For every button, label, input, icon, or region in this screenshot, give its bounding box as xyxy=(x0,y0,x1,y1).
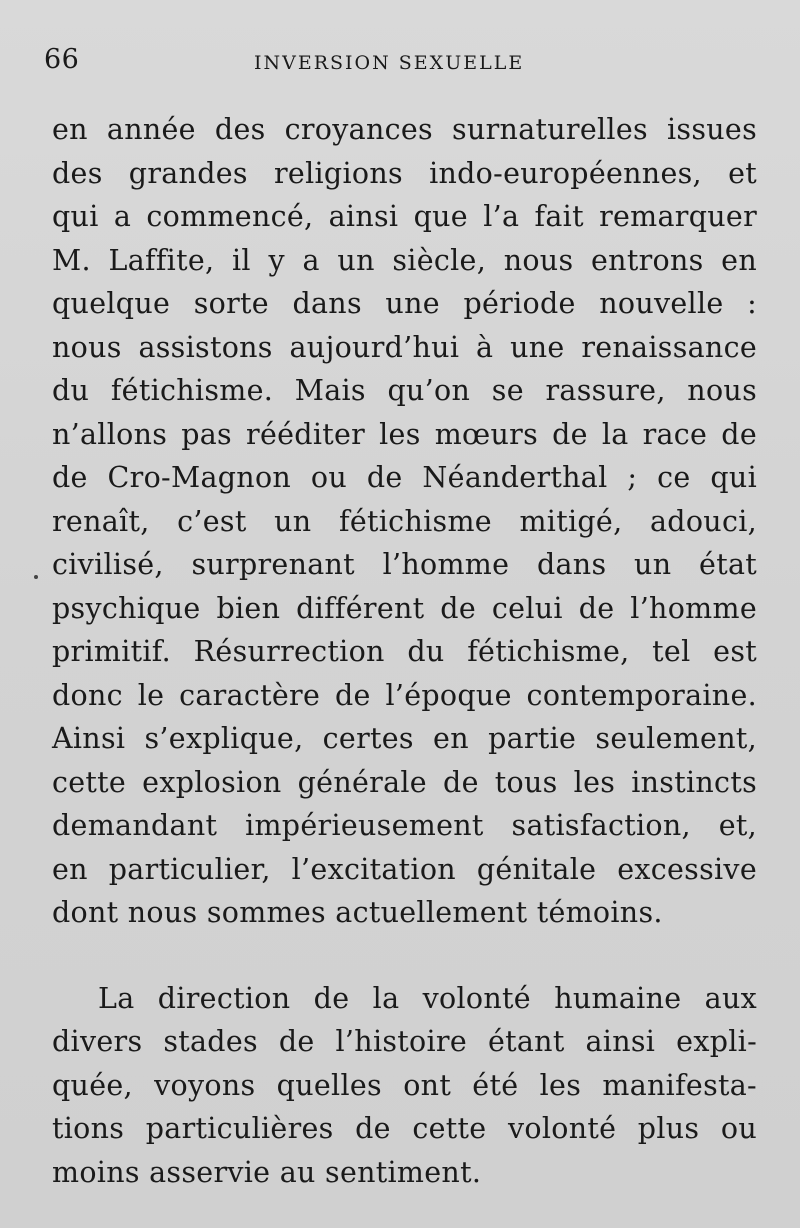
text-line: qui a commencé, ainsi que l’a fait remarquer xyxy=(52,200,757,233)
text-line: nous assistons aujourd’hui à une renaissance xyxy=(52,330,757,364)
text-line: civilisé, surprenant l’homme dans un état xyxy=(52,548,757,581)
text-line: Ainsi s’explique, certes en partie seulement, xyxy=(52,722,757,755)
paragraph-spacer xyxy=(52,935,757,977)
paragraph-1 xyxy=(52,108,757,935)
text-line: en année des croyances surnaturelles issues xyxy=(52,113,757,146)
text-line: psychique bien différent de celui de l’homme xyxy=(52,591,757,625)
body-text xyxy=(52,108,757,1194)
running-head: INVERSION SEXUELLE xyxy=(254,52,525,74)
text-line: n’allons pas rééditer les mœurs de la race de xyxy=(52,417,757,451)
text-line: divers stades de l’histoire étant ainsi expli- xyxy=(52,1025,757,1058)
text-line: moins asservie au sentiment. xyxy=(52,1155,482,1189)
text-line: quée, voyons quelles ont été les manifesta- xyxy=(52,1068,757,1102)
text-line: M. Laffite, il y a un siècle, nous entrons en xyxy=(52,243,757,277)
text-line: primitif. Résurrection du fétichisme, tel est xyxy=(52,635,757,668)
text-line: cette explosion générale de tous les instincts xyxy=(52,765,757,799)
paragraph-2 xyxy=(52,977,757,1195)
page-number: 66 xyxy=(44,44,80,75)
page-header xyxy=(44,44,756,84)
text-line: renaît, c’est un fétichisme mitigé, adouci, xyxy=(52,504,757,538)
text-line: des grandes religions indo-européennes, et xyxy=(52,156,757,190)
text-line: La direction de la volonté humaine aux xyxy=(98,981,757,1015)
text-line: donc le caractère de l’époque contemporaine. xyxy=(52,678,757,712)
text-line: demandant impérieusement satisfaction, et, xyxy=(52,809,757,842)
text-line: de Cro-Magnon ou de Néanderthal ; ce qui xyxy=(52,461,757,494)
text-line: quelque sorte dans une période nouvelle : xyxy=(52,287,757,320)
text-line: du fétichisme. Mais qu’on se rassure, nous xyxy=(52,374,757,407)
text-line: en particulier, l’excitation génitale excessive xyxy=(52,852,757,886)
text-line: dont nous sommes actuellement témoins. xyxy=(52,896,663,929)
print-speck xyxy=(34,575,38,579)
text-line: tions particulières de cette volonté plus ou xyxy=(52,1112,757,1145)
